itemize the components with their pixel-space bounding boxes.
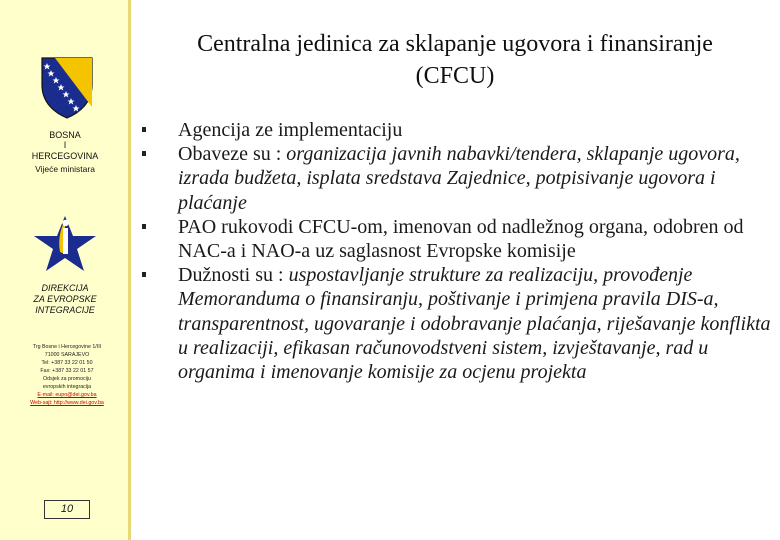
email-link[interactable]: E-mail: eupo@dei.gov.ba: [37, 392, 97, 398]
address-line: Tel: +387 33 22 01 50: [41, 360, 93, 366]
bullet-marker: [142, 272, 146, 277]
directorate-line-1: DIREKCIJA: [41, 283, 89, 293]
address-line: Trg Bosne i Hercegovine 1/III: [32, 344, 102, 350]
directorate-line-2: ZA EVROPSKE: [33, 294, 97, 304]
sidebar-divider: [128, 0, 131, 540]
bullet-marker: [142, 151, 146, 156]
bullet-marker: [142, 224, 146, 229]
bullet-marker: [142, 127, 146, 132]
bullet-item: [142, 263, 772, 384]
contact-address: [8, 343, 126, 407]
coat-of-arms-icon: [41, 57, 93, 119]
bullet-text: Agencija ze implementaciju: [178, 119, 403, 141]
eu-integration-star-icon: [30, 214, 100, 274]
bullet-text: Dužnosti su :: [178, 264, 289, 287]
bullet-item: [142, 142, 772, 215]
bullet-list: [142, 118, 772, 384]
bullet-italic-text: organizacija javnih nabavki/tendera, sklapanje ugovora, izrada budžeta, isplata sredstava Zajednice, potpisivanje ugovora i plaćanje: [178, 143, 740, 214]
bullet-item: [142, 118, 772, 142]
website-link[interactable]: Web-sajt: http://www.dei.gov.ba: [30, 400, 104, 406]
address-line: Fax: +387 33 22 01 57: [40, 368, 94, 374]
country-name-line-3: HERCEGOVINA: [31, 151, 99, 161]
bullet-text: Obaveze su :: [178, 143, 287, 166]
country-name-line-1: BOSNA: [49, 130, 81, 140]
slide-title: Centralna jedinica za sklapanje ugovora i finansiranje (CFCU): [197, 31, 713, 89]
bullet-italic-text: uspostavljanje strukture za realizaciju, provođenje Memoranduma o finansiranju, poštivanje i primjena pravila DIS-a, transparentnost, ugovaranje i odobravanje plaćanja, riješavanje konflikta u realizaciji, efikasan računovodstveni sistem, izvještavanje, rad u organima i imenovanje komisije za ocjenu projekta: [178, 264, 771, 384]
council-of-ministers: Vijeće ministara: [35, 164, 95, 174]
page-number: 10: [44, 500, 90, 519]
directorate-line-3: INTEGRACIJE: [35, 305, 95, 315]
bullet-item: [142, 215, 772, 263]
bullet-text: PAO rukovodi CFCU-om, imenovan od nadležnog organa, odobren od NAC-a i NAO-a uz saglasnost Evropske komisije: [178, 215, 744, 263]
address-line: 71000 SARAJEVO: [44, 352, 90, 358]
address-line: Odsjek za promociju: [43, 376, 91, 382]
country-name-line-2: I: [63, 140, 67, 150]
address-line: evropskih integracija: [42, 384, 92, 390]
